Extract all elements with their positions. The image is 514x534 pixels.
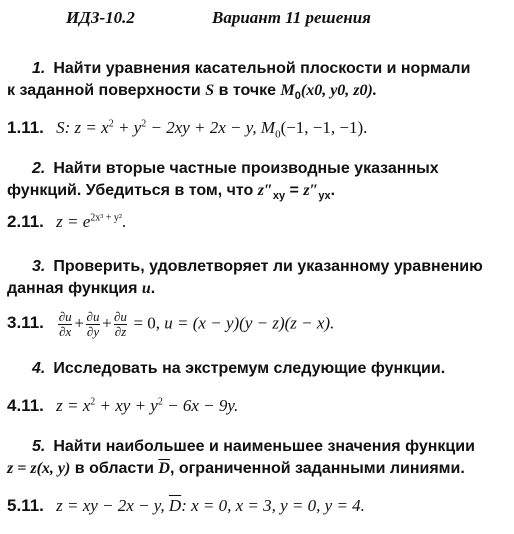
task-2-line-1: 2. Найти вторые частные производные указанных — [32, 160, 439, 177]
exercise-5-11: 5.11. z = xy − 2x − y, $\overline{D}$: x = 0, x = 3, y = 0, y = 4. — [7, 496, 365, 515]
task-5-line-2: z = z(x, y) в области $\overline{D}$, ограниченной заданными линиями. — [7, 460, 465, 477]
fraction-du-dz: $\frac{\partial u}{\partial z}$ — [113, 309, 127, 339]
task-1-line-2: к заданной поверхности S в точке $M_0(x0$, y0, z0). — [7, 82, 377, 103]
fraction-du-dx: $\frac{\partial u}{\partial x}$ — [58, 309, 72, 339]
assignment-code: ИДЗ-10.2 — [66, 8, 135, 27]
exercise-1-11: 1.11. S: $z = x^2 + y^2 - 2xy + 2x - y$, $M_0(-1$, −1, −1). — [7, 118, 368, 141]
exercise-2-11: 2.11. $z = e^{2x^3 + y^2}$. — [7, 212, 127, 231]
task-3-line-2: данная функция u. — [7, 280, 156, 297]
exercise-4-11: 4.11. $z = x^2$ + xy + $y^2 - 6x - 9y$. — [7, 396, 239, 415]
exercise-3-11: 3.11. $\frac{\partial u}{\partial x}$ + $\frac{\partial u}{\partial y}$ + $\frac{\partial u}{\partial z}$ = 0, u = (x − y)(y − z)(z − x). — [7, 309, 335, 339]
task-4-line-1: 4. Исследовать на экстремум следующие функции. — [32, 360, 446, 377]
task-5-line-1: 5. Найти наибольшее и наименьшее значения функции — [32, 438, 475, 455]
fraction-du-dy: $\frac{\partial u}{\partial y}$ — [86, 309, 100, 339]
task-1-line-1: 1. Найти уравнения касательной плоскости и нормали — [32, 60, 471, 77]
variant-title: Вариант 11 решения — [212, 8, 371, 27]
task-2-line-2: функций. Убедиться в том, что $z''_{xy} = z''_{yx}$. — [7, 182, 336, 203]
task-3-line-1: 3. Проверить, удовлетворяет ли указанному уравнению — [32, 258, 483, 275]
